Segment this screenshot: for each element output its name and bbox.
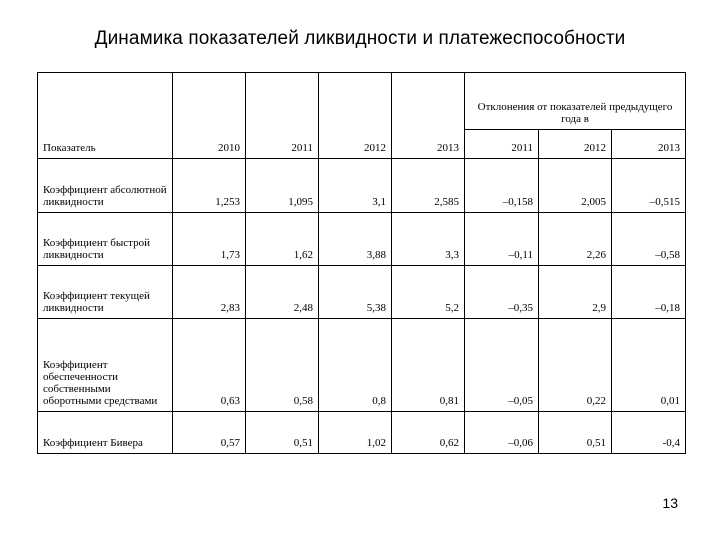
table-cell: 0,51	[246, 412, 319, 454]
header-indicator: Показатель	[38, 73, 173, 159]
table-cell: –0,158	[465, 159, 539, 213]
table-cell: 2,48	[246, 266, 319, 319]
table-header-top-row	[38, 73, 686, 130]
table-cell: 0,01	[612, 319, 686, 412]
table-cell: –0,515	[612, 159, 686, 213]
table-cell: 1,253	[173, 159, 246, 213]
table-cell: 2,005	[539, 159, 612, 213]
row-label: Коэффициент быстрой ликвидности	[38, 213, 173, 266]
deviation-header: Отклонения от показателей предыдущего года в	[465, 73, 686, 130]
header-year: 2013	[392, 73, 465, 159]
table-cell: 2,585	[392, 159, 465, 213]
table-row	[38, 159, 686, 213]
table-cell: 2,26	[539, 213, 612, 266]
table-cell: 1,095	[246, 159, 319, 213]
table-cell: 2,9	[539, 266, 612, 319]
table-cell: 0,51	[539, 412, 612, 454]
row-label: Коэффициент обеспеченности собственными оборотными средствами	[38, 319, 173, 412]
header-year: 2011	[246, 73, 319, 159]
table-cell: 3,1	[319, 159, 392, 213]
row-label: Коэффициент абсолютной ликвидности	[38, 159, 173, 213]
table-row	[38, 319, 686, 412]
page-title: Динамика показателей ликвидности и платежеспособности	[94, 28, 626, 49]
table-cell: –0,06	[465, 412, 539, 454]
table-cell: 0,62	[392, 412, 465, 454]
table-cell: 1,62	[246, 213, 319, 266]
table-row	[38, 213, 686, 266]
table-cell: 0,22	[539, 319, 612, 412]
table-cell: 1,02	[319, 412, 392, 454]
row-label: Коэффициент Бивера	[38, 412, 173, 454]
table-cell: –0,18	[612, 266, 686, 319]
table-cell: 0,81	[392, 319, 465, 412]
header-year: 2010	[173, 73, 246, 159]
table-row	[38, 266, 686, 319]
page-number: 13	[662, 495, 678, 511]
table-cell: –0,05	[465, 319, 539, 412]
table-cell: 0,63	[173, 319, 246, 412]
table-cell: -0,4	[612, 412, 686, 454]
table-cell: 3,88	[319, 213, 392, 266]
table-cell: –0,35	[465, 266, 539, 319]
header-deviation-year: 2012	[539, 130, 612, 159]
table-cell: 5,2	[392, 266, 465, 319]
header-deviation-year: 2013	[612, 130, 686, 159]
table-cell: 1,73	[173, 213, 246, 266]
table-row	[38, 412, 686, 454]
table-cell: 5,38	[319, 266, 392, 319]
header-year: 2012	[319, 73, 392, 159]
table-cell: –0,58	[612, 213, 686, 266]
row-label: Коэффициент текущей ликвидности	[38, 266, 173, 319]
table-cell: 0,8	[319, 319, 392, 412]
table-cell: –0,11	[465, 213, 539, 266]
table-cell: 3,3	[392, 213, 465, 266]
header-deviation-year: 2011	[465, 130, 539, 159]
table-cell: 0,58	[246, 319, 319, 412]
table-cell: 2,83	[173, 266, 246, 319]
table-cell: 0,57	[173, 412, 246, 454]
liquidity-table	[37, 72, 686, 454]
